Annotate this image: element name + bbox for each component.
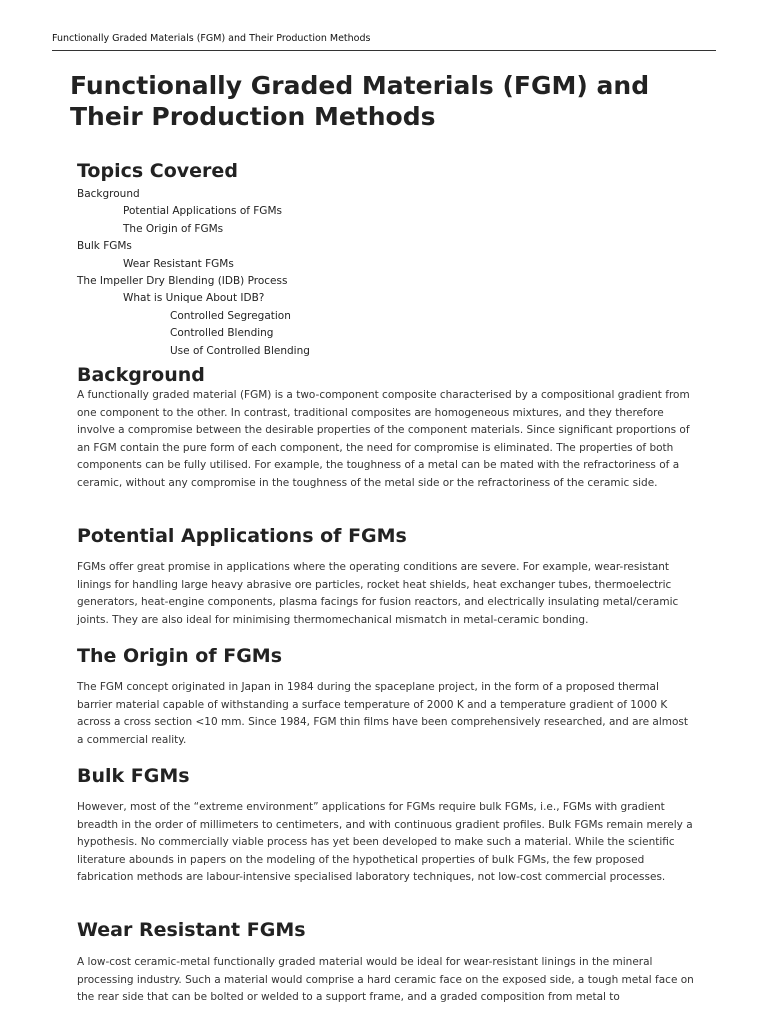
origin-paragraph: The FGM concept originated in Japan in 1984 during the spaceplane project, in the form of a proposed thermal barrier material capable of withstanding a surface temperature of 2000 K and a temperature gradient of 1000 K across a cross section <10 mm. Since 1984, FGM thin films have been comprehensively researched, and are almost a commercial reality. bbox=[77, 681, 688, 746]
wear-paragraph: A low-cost ceramic-metal functionally graded material would be ideal for wear-resistant linings in the mineral processing industry. Such a material would comprise a hard ceramic face on the exposed side, a tough metal face on the rear side that can be bolted or welded to a support frame, and a graded composition from metal to bbox=[77, 956, 694, 1003]
applications-heading: Potential Applications of FGMs bbox=[77, 525, 407, 547]
topics-list bbox=[77, 186, 310, 360]
topic-item: Potential Applications of FGMs bbox=[123, 205, 282, 218]
bulk-heading: Bulk FGMs bbox=[77, 765, 190, 787]
topic-item: What is Unique About IDB? bbox=[123, 292, 265, 305]
topic-item: Controlled Segregation bbox=[170, 309, 291, 322]
topic-item: Use of Controlled Blending bbox=[170, 344, 310, 357]
topic-item: Background bbox=[77, 188, 140, 200]
bulk-paragraph: However, most of the “extreme environment” applications for FGMs require bulk FGMs, i.e., FGMs with gradient breadth in the order of millimeters to centimeters, and with continuous gradient profiles. Bulk FGMs remain merely a hypothesis. No commercially viable process has yet been developed to make such a material. While the scientific literature abounds in papers on the modeling of the hypothetical properties of bulk FGMs, the few proposed fabrication methods are labour-intensive specialised laboratory techniques, not low-cost commercial processes. bbox=[77, 801, 693, 883]
topic-item: Controlled Blending bbox=[170, 327, 274, 340]
topic-item: Bulk FGMs bbox=[77, 240, 132, 253]
document-title: Functionally Graded Materials (FGM) and Their Production Methods bbox=[70, 71, 650, 131]
topic-item: Wear Resistant FGMs bbox=[123, 257, 234, 270]
header-divider bbox=[52, 50, 716, 51]
topic-item: The Impeller Dry Blending (IDB) Process bbox=[77, 275, 288, 288]
applications-paragraph: FGMs offer great promise in applications where the operating conditions are severe. For example, wear-resistant linings for handling large heavy abrasive ore particles, rocket heat shields, heat exchanger tubes, thermoelectric generators, heat-engine components, plasma facings for fusion reactors, and electrically insulating metal/ceramic joints. They are also ideal for minimising thermomechanical mismatch in metal-ceramic bonding. bbox=[77, 561, 679, 626]
background-heading: Background bbox=[77, 364, 205, 386]
background-paragraph: A functionally graded material (FGM) is a two-component composite characterised by a compositional gradient from one component to the other. In contrast, traditional composites are homogeneous mixtures, and they therefore involve a compromise between the desirable properties of the component materials. Since significant proportions of an FGM contain the pure form of each component, the need for compromise is eliminated. The properties of both components can be fully utilised. For example, the toughness of a metal can be mated with the refractoriness of a ceramic, without any compromise in the toughness of the metal side or the refractoriness of the ceramic side. bbox=[77, 389, 690, 489]
wear-heading: Wear Resistant FGMs bbox=[77, 919, 306, 941]
topics-heading: Topics Covered bbox=[77, 160, 238, 182]
running-header: Functionally Graded Materials (FGM) and Their Production Methods bbox=[52, 33, 371, 44]
topic-item: The Origin of FGMs bbox=[123, 222, 224, 235]
origin-heading: The Origin of FGMs bbox=[77, 645, 283, 667]
